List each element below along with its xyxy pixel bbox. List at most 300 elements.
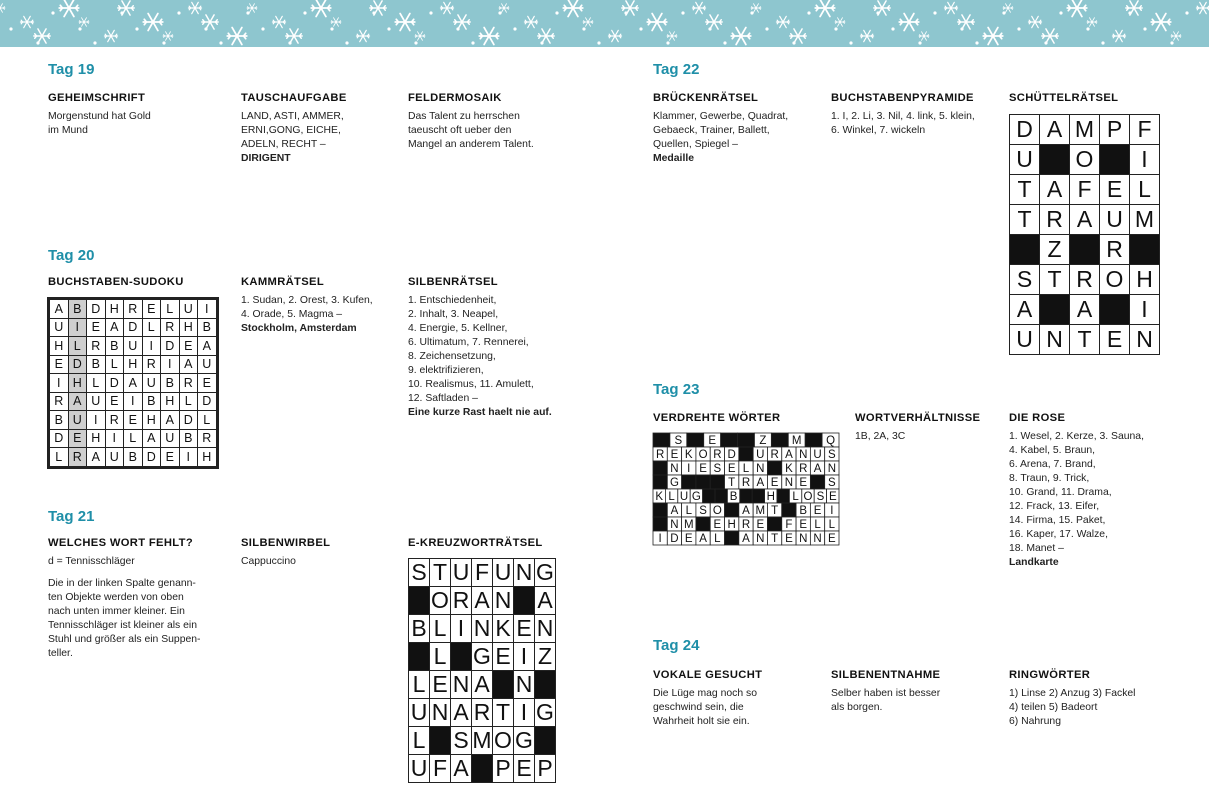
grid-letter: I <box>830 505 834 517</box>
grid-cell: D <box>87 300 106 319</box>
grid-letter: B <box>729 491 738 503</box>
grid-letter: E <box>713 519 722 531</box>
explanation-line: Stuhl und größer als ein Suppen- <box>48 634 201 645</box>
puzzle-title: DIE ROSE <box>1009 412 1066 424</box>
grid-cell: H <box>68 374 87 393</box>
puzzle-die-rose <box>1009 412 1189 570</box>
grid-cell: B <box>179 429 198 448</box>
grid-letter: E <box>770 477 779 489</box>
puzzle-title: BUCHSTABENPYRAMIDE <box>831 92 974 104</box>
answer-line: Quellen, Spiegel – <box>653 139 738 150</box>
grid-letter: N <box>756 463 765 475</box>
grid-cell: H <box>179 318 198 337</box>
answer-line: Das Talent zu herrschen <box>408 111 520 122</box>
grid-cell: U <box>409 699 430 727</box>
grid-letter: N <box>784 477 794 489</box>
puzzle-buchstaben-sudoku <box>48 276 228 294</box>
puzzle-tauschaufgabe <box>241 92 421 166</box>
grid-cell: I <box>198 300 217 319</box>
grid-cell: I <box>451 615 472 643</box>
puzzle-silbenraetsel <box>408 276 588 420</box>
answer-line: geschwind sein, die <box>653 702 744 713</box>
black-cell <box>535 671 556 699</box>
grid-cell: L <box>198 411 217 430</box>
grid-cell: E <box>1100 175 1130 205</box>
grid-letter: L <box>685 505 692 517</box>
grid-row <box>409 643 556 671</box>
grid-cell: E <box>514 615 535 643</box>
puzzle-title: FELDERMOSAIK <box>408 92 502 104</box>
grid-row <box>50 448 217 467</box>
puzzle-title: SILBENRÄTSEL <box>408 276 498 288</box>
answer-line: Mangel an anderem Talent. <box>408 139 534 150</box>
answer-line: Cappuccino <box>241 556 296 567</box>
answer-line: 2. Inhalt, 3. Neapel, <box>408 309 499 320</box>
grid-cell: O <box>494 727 512 753</box>
black-cell <box>805 433 822 447</box>
snowflake-banner <box>0 0 1209 47</box>
grid-letter: U <box>813 449 822 461</box>
grid-cell: U <box>124 337 143 356</box>
grid-cell: N <box>472 615 493 643</box>
answer-line: LAND, ASTI, AMMER, <box>241 111 344 122</box>
grid-cell: U <box>179 300 198 319</box>
grid-letter: E <box>785 533 793 545</box>
grid-cell: A <box>1040 175 1070 205</box>
grid-row <box>409 699 556 727</box>
grid-cell: U <box>68 411 87 430</box>
answer-line: 16. Kaper, 17. Walze, <box>1009 529 1108 540</box>
grid-row <box>50 300 217 319</box>
grid-row <box>409 615 556 643</box>
grid-row <box>409 671 556 699</box>
grid-row <box>50 318 217 337</box>
grid-cell: H <box>142 411 161 430</box>
grid-cell: L <box>142 318 161 337</box>
grid-cell: T <box>1040 265 1070 295</box>
grid-row <box>50 429 217 448</box>
grid-cell: A <box>105 318 124 337</box>
grid-cell: E <box>198 374 217 393</box>
grid-cell: L <box>50 448 69 467</box>
grid-cell: A <box>142 429 161 448</box>
grid-cell: H <box>87 429 106 448</box>
black-cell <box>1100 295 1130 325</box>
grid-letter: S <box>674 435 683 447</box>
grid-letter: E <box>799 477 808 489</box>
grid-cell: I <box>68 318 87 337</box>
grid-cell: R <box>105 411 124 430</box>
grid-cell: R <box>1100 235 1130 265</box>
grid-letter: R <box>741 519 751 531</box>
grid-letter: K <box>655 491 664 503</box>
grid-cell: R <box>142 355 161 374</box>
puzzle-brueckenraetsel <box>653 92 833 166</box>
grid-cell: B <box>87 355 106 374</box>
puzzle-vokale-gesucht <box>653 669 833 729</box>
grid-cell: R <box>179 374 198 393</box>
black-cell <box>725 531 739 545</box>
grid-cell: R <box>472 699 493 727</box>
grid-cell: I <box>1130 145 1160 175</box>
answer-line: 14. Firma, 15. Paket, <box>1009 515 1106 526</box>
solution-word: Eine kurze Rast haelt nie auf. <box>408 407 552 418</box>
grid-row <box>50 337 217 356</box>
grid-cell: G <box>515 727 533 753</box>
black-cell <box>653 433 670 447</box>
grid-cell: N <box>514 671 535 699</box>
black-cell <box>782 503 796 517</box>
grid-cell: L <box>1130 175 1160 205</box>
grid-letter: H <box>727 519 736 531</box>
day-heading-tag-22: Tag 22 <box>653 61 700 78</box>
answer-line: 1. I, 2. Li, 3. Nil, 4. link, 5. klein, <box>831 111 975 122</box>
grid-cell: U <box>105 448 124 467</box>
grid-cell: B <box>105 337 124 356</box>
black-cell <box>451 643 472 671</box>
grid-letter: N <box>670 519 679 531</box>
grid-cell: E <box>493 643 514 671</box>
grid-cell: R <box>198 429 217 448</box>
grid-cell: T <box>1070 325 1100 355</box>
grid-cell: R <box>1070 265 1100 295</box>
answer-line: 1. Entschiedenheit, <box>408 295 497 306</box>
grid-cell: U <box>493 559 514 587</box>
grid-cell: S <box>451 727 472 755</box>
grid-row <box>1010 295 1160 325</box>
answer-line: ERNI,GONG, EICHE, <box>241 125 341 136</box>
grid-cell: A <box>451 755 472 783</box>
grid-letter: O <box>698 449 708 461</box>
grid-cell: U <box>198 355 217 374</box>
grid-cell: E <box>430 671 451 699</box>
puzzle-title: SILBENENTNAHME <box>831 669 941 681</box>
grid-cell: A <box>472 671 493 699</box>
puzzle-title: KAMMRÄTSEL <box>241 276 325 288</box>
grid-cell: R <box>1040 205 1070 235</box>
black-cell <box>682 475 696 489</box>
schuettel-grid <box>1009 114 1160 355</box>
grid-letter: Z <box>759 435 767 447</box>
grid-cell: A <box>87 448 106 467</box>
grid-letter: M <box>755 505 766 517</box>
grid-cell: U <box>161 429 180 448</box>
black-cell <box>752 489 764 503</box>
black-cell <box>715 489 727 503</box>
black-cell <box>1010 235 1040 265</box>
grid-cell: A <box>535 587 556 615</box>
grid-cell: L <box>87 374 106 393</box>
grid-cell: I <box>87 411 106 430</box>
solution-word: Medaille <box>653 153 694 164</box>
grid-cell: R <box>451 587 472 615</box>
grid-row <box>409 755 556 783</box>
answer-line: Die Lüge mag noch so <box>653 688 757 699</box>
grid-cell: A <box>161 411 180 430</box>
puzzle-buchstabenpyramide <box>831 92 1011 138</box>
grid-cell: U <box>1010 145 1040 175</box>
grid-cell: U <box>142 374 161 393</box>
black-cell <box>771 433 788 447</box>
grid-letter: M <box>791 435 802 447</box>
grid-cell: A <box>68 392 87 411</box>
black-cell <box>687 433 704 447</box>
grid-cell: A <box>1010 295 1040 325</box>
grid-cell: M <box>1070 115 1100 145</box>
grid-cell: H <box>1130 265 1160 295</box>
grid-cell: H <box>105 300 124 319</box>
grid-cell: D <box>50 429 69 448</box>
puzzle-title: E-KREUZWORTRÄTSEL <box>408 537 543 549</box>
grid-row <box>50 392 217 411</box>
puzzle-title: TAUSCHAUFGABE <box>241 92 347 104</box>
grid-cell: R <box>50 392 69 411</box>
grid-cell: H <box>161 392 180 411</box>
explanation-line: ten Objekte werden von oben <box>48 592 184 603</box>
grid-cell: G <box>536 559 554 585</box>
grid-letter: Q <box>826 435 836 447</box>
answer-line: 12. Frack, 13. Eifer, <box>1009 501 1100 512</box>
grid-letter: N <box>670 463 679 475</box>
black-cell <box>710 475 724 489</box>
grid-letter: A <box>699 533 707 545</box>
grid-letter: R <box>770 449 779 461</box>
black-cell <box>739 447 753 461</box>
grid-cell: E <box>179 337 198 356</box>
grid-letter: G <box>691 491 701 503</box>
grid-letter: N <box>827 463 837 475</box>
grid-cell: A <box>179 355 198 374</box>
grid-letter: I <box>687 463 691 475</box>
grid-row <box>50 355 217 374</box>
grid-cell: L <box>161 300 180 319</box>
puzzle-schuettelraetsel <box>1009 92 1189 110</box>
answer-line: 6. Winkel, 7. wickeln <box>831 125 926 136</box>
answer-line: Morgenstund hat Gold <box>48 111 151 122</box>
grid-letter: G <box>669 477 679 489</box>
grid-cell: B <box>68 300 87 319</box>
sudoku-grid <box>49 299 217 467</box>
grid-letter: A <box>670 505 679 517</box>
grid-cell: K <box>493 615 514 643</box>
grid-cell: U <box>1010 325 1040 355</box>
puzzle-verdrehte-woerter <box>653 412 833 430</box>
answer-line: Klammer, Gewerbe, Quadrat, <box>653 111 789 122</box>
puzzle-e-kreuzwortraetsel <box>408 537 588 555</box>
answer-line: Gebaeck, Trainer, Ballett, <box>653 125 770 136</box>
grid-cell: I <box>161 355 180 374</box>
grid-cell: T <box>493 699 514 727</box>
grid-cell: S <box>1010 265 1040 295</box>
explanation-line: Tennisschläger ist kleiner als ein <box>48 620 198 631</box>
grid-cell: A <box>1070 295 1100 325</box>
black-cell <box>703 489 715 503</box>
puzzle-title: SILBENWIRBEL <box>241 537 331 549</box>
answer-line: 1. Sudan, 2. Orest, 3. Kufen, <box>241 295 373 306</box>
grid-cell: B <box>142 392 161 411</box>
grid-cell: A <box>124 374 143 393</box>
grid-cell: E <box>514 755 535 783</box>
grid-cell: N <box>1040 325 1070 355</box>
snowflake-pattern-icon <box>0 0 1209 47</box>
grid-letter: L <box>814 519 821 531</box>
answer-line: 1) Linse 2) Anzug 3) Fackel <box>1009 688 1136 699</box>
grid-letter: S <box>828 449 836 461</box>
puzzle-title: WORTVERHÄLTNISSE <box>855 412 981 424</box>
black-cell <box>653 503 667 517</box>
grid-letter: R <box>799 463 808 475</box>
grid-letter: F <box>785 519 793 531</box>
grid-cell: R <box>68 448 87 467</box>
puzzle-title: VOKALE GESUCHT <box>653 669 763 681</box>
grid-cell: U <box>50 318 69 337</box>
grid-letter: E <box>699 463 707 475</box>
grid-cell: I <box>142 337 161 356</box>
grid-cell: G <box>536 699 554 725</box>
black-cell <box>1130 235 1160 265</box>
grid-letter: S <box>699 505 707 517</box>
day-heading-tag-23: Tag 23 <box>653 381 700 398</box>
puzzle-feldermosaik <box>408 92 588 152</box>
answer-line: ADELN, RECHT – <box>241 139 326 150</box>
grid-letter: T <box>771 505 779 517</box>
grid-letter: L <box>714 533 721 545</box>
grid-cell: A <box>472 587 493 615</box>
grid-cell: N <box>451 671 472 699</box>
grid-letter: E <box>684 533 693 545</box>
grid-cell: A <box>198 337 217 356</box>
grid-row <box>1010 265 1160 295</box>
grid-cell: R <box>87 337 106 356</box>
grid-letter: K <box>684 449 693 461</box>
grid-cell: E <box>87 318 106 337</box>
grid-cell: D <box>161 337 180 356</box>
solution-word: Stockholm, Amsterdam <box>241 323 357 334</box>
grid-cell: L <box>124 429 143 448</box>
grid-cell: L <box>105 355 124 374</box>
grid-cell: E <box>161 448 180 467</box>
answer-line: 1. Wesel, 2. Kerze, 3. Sauna, <box>1009 431 1144 442</box>
puzzle-geheimschrift <box>48 92 228 138</box>
grid-cell: O <box>431 587 449 613</box>
answer-line: 4. Orade, 5. Magma – <box>241 309 343 320</box>
grid-cell: R <box>161 318 180 337</box>
grid-cell: E <box>68 429 87 448</box>
grid-cell: S <box>409 559 430 587</box>
explanation-line: Die in der linken Spalte genann- <box>48 578 196 589</box>
grid-letter: L <box>742 463 750 475</box>
solution-word: DIRIGENT <box>241 153 291 164</box>
answer-line: 12. Saftladen – <box>408 393 478 404</box>
grid-cell: I <box>514 643 535 671</box>
grid-cell: T <box>1010 205 1040 235</box>
grid-cell: E <box>124 411 143 430</box>
grid-row <box>1010 145 1160 175</box>
grid-row <box>50 411 217 430</box>
grid-letter: E <box>828 533 836 545</box>
black-cell <box>535 727 556 755</box>
grid-letter: N <box>799 533 808 545</box>
answer-line: Wahrheit holt sie ein. <box>653 716 750 727</box>
puzzle-title: WELCHES WORT FEHLT? <box>48 537 194 549</box>
grid-cell: M <box>472 727 492 753</box>
grid-cell: Z <box>1040 235 1070 265</box>
grid-letter: A <box>785 449 793 461</box>
grid-cell: L <box>409 671 430 699</box>
answer-line: Selber haben ist besser <box>831 688 941 699</box>
puzzle-ringwoerter <box>1009 669 1189 729</box>
grid-letter: E <box>813 505 822 517</box>
grid-cell: D <box>1010 115 1040 145</box>
grid-cell: B <box>161 374 180 393</box>
grid-letter: I <box>658 533 662 545</box>
grid-cell: L <box>409 727 430 755</box>
grid-cell: I <box>514 699 535 727</box>
answer-line: 4) teilen 5) Badeort <box>1009 702 1098 713</box>
answer-line: 1B, 2A, 3C <box>855 431 906 442</box>
grid-letter: M <box>683 519 694 531</box>
grid-letter: E <box>756 519 765 531</box>
black-cell <box>810 475 824 489</box>
black-cell <box>738 433 755 447</box>
grid-cell: A <box>1040 115 1070 145</box>
explanation-line: nach unten immer kleiner. Ein <box>48 606 185 617</box>
grid-letter: D <box>727 449 736 461</box>
black-cell <box>725 503 739 517</box>
grid-cell: L <box>68 337 87 356</box>
grid-cell: D <box>124 318 143 337</box>
puzzle-title: RINGWÖRTER <box>1009 669 1091 681</box>
black-cell <box>409 643 430 671</box>
black-cell <box>653 461 667 475</box>
grid-cell: D <box>105 374 124 393</box>
grid-cell: B <box>198 318 217 337</box>
grid-letter: K <box>785 463 793 475</box>
answer-line: 6. Arena, 7. Brand, <box>1009 459 1096 470</box>
grid-cell: U <box>451 559 472 587</box>
grid-cell: I <box>1130 295 1160 325</box>
grid-cell: L <box>430 643 451 671</box>
grid-cell: G <box>473 643 491 669</box>
grid-row <box>50 374 217 393</box>
answer-line: 6. Ultimatum, 7. Rennerei, <box>408 337 529 348</box>
day-heading-tag-24: Tag 24 <box>653 637 700 654</box>
grid-cell: T <box>430 559 451 587</box>
grid-letter: A <box>756 477 765 489</box>
answer-line: 4. Energie, 5. Kellner, <box>408 323 508 334</box>
grid-cell: N <box>430 699 451 727</box>
puzzle-silbenentnahme <box>831 669 1011 715</box>
puzzle-title: BUCHSTABEN-SUDOKU <box>48 276 184 288</box>
answer-line: 6) Nahrung <box>1009 716 1061 727</box>
grid-cell: H <box>198 448 217 467</box>
grid-cell: R <box>124 300 143 319</box>
grid-cell: M <box>1130 205 1160 235</box>
grid-cell: H <box>50 337 69 356</box>
grid-cell: E <box>142 300 161 319</box>
grid-cell: D <box>179 411 198 430</box>
grid-letter: A <box>742 533 750 545</box>
grid-row <box>409 587 556 615</box>
grid-cell: B <box>409 615 430 643</box>
day-heading-tag-19: Tag 19 <box>48 61 95 78</box>
e-kreuzwort-grid <box>408 558 556 783</box>
answer-line: 10. Realismus, 11. Amulett, <box>408 379 534 390</box>
grid-cell: L <box>430 615 451 643</box>
puzzle-title: SCHÜTTELRÄTSEL <box>1009 92 1119 104</box>
black-cell <box>740 489 752 503</box>
grid-letter: A <box>813 463 822 475</box>
